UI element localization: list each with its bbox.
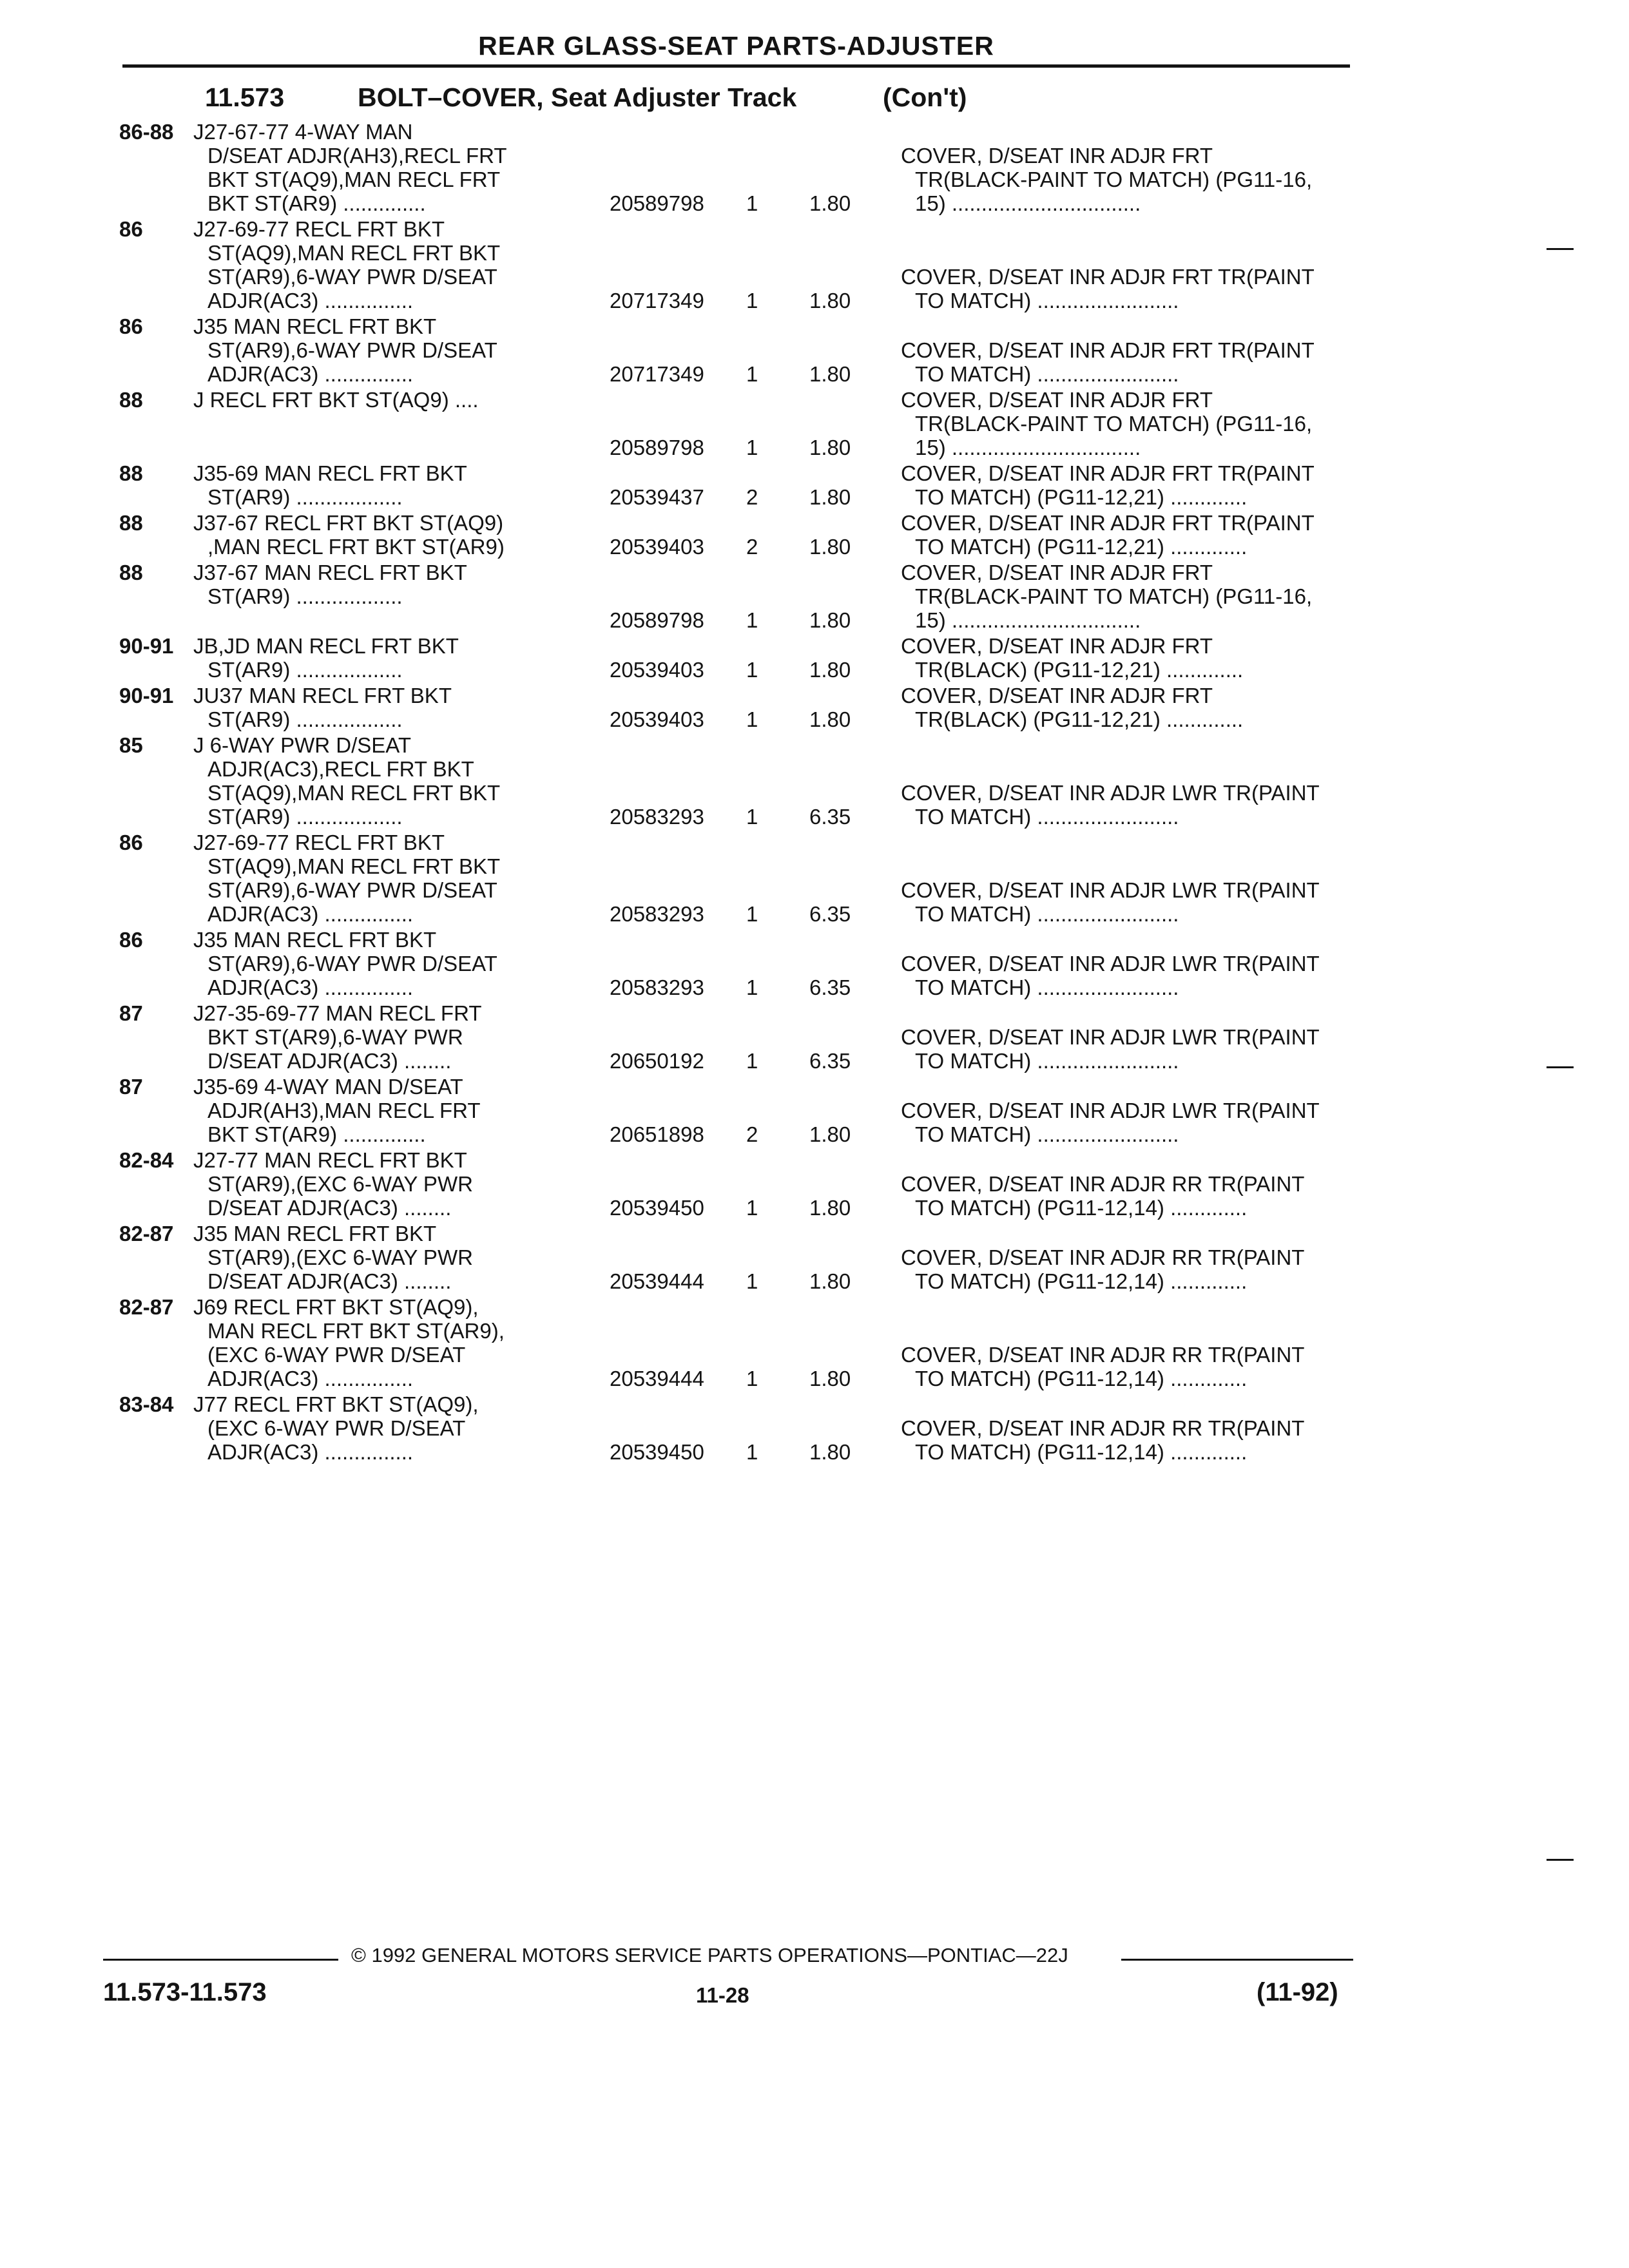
quantity: 1 [746, 289, 758, 312]
model-years: 90-91 [119, 684, 174, 707]
description-line: COVER, D/SEAT INR ADJR RR TR(PAINT [901, 1416, 1305, 1440]
application-description [193, 733, 606, 829]
application-description [193, 314, 606, 386]
list-item [0, 1001, 1629, 1073]
description-line: COVER, D/SEAT INR ADJR FRT [901, 634, 1213, 658]
part-number: 20539444 [610, 1367, 704, 1390]
part-description [901, 265, 1371, 312]
part-description [901, 388, 1371, 459]
quantity: 2 [746, 1122, 758, 1146]
model-years: 82-87 [119, 1295, 174, 1319]
quantity: 1 [746, 1269, 758, 1293]
application-line: ST(AR9) .................. [207, 707, 403, 731]
application-line: ADJR(AC3) ............... [207, 289, 414, 312]
footer-page-number: 11-28 [696, 1983, 749, 2007]
application-line: J27-35-69-77 MAN RECL FRT [193, 1001, 482, 1025]
application-line: J 6-WAY PWR D/SEAT [193, 733, 411, 757]
description-line: COVER, D/SEAT INR ADJR RR TR(PAINT [901, 1172, 1305, 1196]
application-line: ADJR(AC3) ............... [207, 362, 414, 386]
model-years: 85 [119, 733, 143, 757]
price: 1.80 [809, 535, 851, 559]
price: 6.35 [809, 805, 851, 829]
application-line: BKT ST(AR9) .............. [207, 191, 426, 215]
description-line: COVER, D/SEAT INR ADJR LWR TR(PAINT [901, 878, 1320, 902]
application-line: BKT ST(AQ9),MAN RECL FRT [207, 168, 501, 191]
application-line: JB,JD MAN RECL FRT BKT [193, 634, 459, 658]
page-title: REAR GLASS-SEAT PARTS-ADJUSTER [478, 31, 994, 61]
application-line: J27-69-77 RECL FRT BKT [193, 217, 445, 241]
list-item [0, 1295, 1629, 1390]
part-description [901, 952, 1371, 999]
description-line: COVER, D/SEAT INR ADJR RR TR(PAINT [901, 1245, 1305, 1269]
application-description [193, 1075, 606, 1146]
quantity: 1 [746, 608, 758, 632]
application-description [193, 461, 606, 509]
margin-mark [1547, 1066, 1574, 1068]
part-description [901, 1245, 1371, 1293]
model-years: 82-84 [119, 1148, 174, 1172]
part-number: 20539403 [610, 707, 704, 731]
part-number: 20583293 [610, 902, 704, 926]
price: 1.80 [809, 1440, 851, 1464]
quantity: 1 [746, 658, 758, 682]
application-line: (EXC 6-WAY PWR D/SEAT [207, 1343, 466, 1367]
quantity: 2 [746, 485, 758, 509]
model-years: 87 [119, 1001, 143, 1025]
section-number: 11.573 [205, 82, 285, 112]
application-line: (EXC 6-WAY PWR D/SEAT [207, 1416, 466, 1440]
quantity: 1 [746, 1367, 758, 1390]
part-number: 20539450 [610, 1196, 704, 1220]
description-line: TR(BLACK) (PG11-12,21) ............. [915, 658, 1244, 682]
quantity: 1 [746, 805, 758, 829]
part-number: 20539444 [610, 1269, 704, 1293]
model-years: 88 [119, 461, 143, 485]
application-line: J35 MAN RECL FRT BKT [193, 314, 437, 338]
part-description [901, 1172, 1371, 1220]
quantity: 1 [746, 436, 758, 459]
description-line: COVER, D/SEAT INR ADJR FRT [901, 561, 1213, 584]
description-line: TO MATCH) ........................ [915, 805, 1179, 829]
application-line: ST(AR9),(EXC 6-WAY PWR [207, 1245, 473, 1269]
part-description [901, 338, 1371, 386]
list-item [0, 684, 1629, 731]
application-description [193, 217, 606, 312]
list-item [0, 511, 1629, 559]
part-description [901, 461, 1371, 509]
description-line: TO MATCH) (PG11-12,14) ............. [915, 1367, 1248, 1390]
application-line: J RECL FRT BKT ST(AQ9) .... [193, 388, 479, 412]
part-description [901, 511, 1371, 559]
application-line: D/SEAT ADJR(AC3) ........ [207, 1196, 452, 1220]
application-description [193, 634, 606, 682]
description-line: COVER, D/SEAT INR ADJR FRT TR(PAINT [901, 511, 1315, 535]
description-line: COVER, D/SEAT INR ADJR FRT TR(PAINT [901, 461, 1315, 485]
model-years: 86-88 [119, 120, 174, 144]
quantity: 1 [746, 707, 758, 731]
model-years: 88 [119, 511, 143, 535]
application-line: J27-77 MAN RECL FRT BKT [193, 1148, 467, 1172]
parts-list [0, 120, 1629, 1466]
model-years: 87 [119, 1075, 143, 1099]
application-line: ST(AR9),6-WAY PWR D/SEAT [207, 265, 497, 289]
description-line: TO MATCH) (PG11-12,14) ............. [915, 1196, 1248, 1220]
list-item [0, 1075, 1629, 1146]
part-number: 20589798 [610, 608, 704, 632]
list-item [0, 388, 1629, 459]
footer-rule-left [103, 1959, 338, 1961]
application-line: JU37 MAN RECL FRT BKT [193, 684, 452, 707]
model-years: 88 [119, 388, 143, 412]
part-description [901, 1025, 1371, 1073]
footer-section-range: 11.573-11.573 [103, 1978, 267, 2006]
description-line: COVER, D/SEAT INR ADJR LWR TR(PAINT [901, 781, 1320, 805]
list-item [0, 1222, 1629, 1293]
description-line: COVER, D/SEAT INR ADJR FRT TR(PAINT [901, 338, 1315, 362]
part-number: 20583293 [610, 805, 704, 829]
application-description [193, 928, 606, 999]
description-line: TR(BLACK-PAINT TO MATCH) (PG11-16, [915, 168, 1313, 191]
copyright-notice: © 1992 GENERAL MOTORS SERVICE PARTS OPERATIONS—PONTIAC—22J [351, 1944, 1068, 1966]
description-line: COVER, D/SEAT INR ADJR FRT [901, 144, 1213, 168]
part-number: 20589798 [610, 191, 704, 215]
part-description [901, 634, 1371, 682]
price: 1.80 [809, 1196, 851, 1220]
price: 6.35 [809, 975, 851, 999]
description-line: TO MATCH) ........................ [915, 1049, 1179, 1073]
price: 1.80 [809, 191, 851, 215]
application-line: ST(AQ9),MAN RECL FRT BKT [207, 781, 501, 805]
part-description [901, 781, 1371, 829]
application-line: ST(AR9) .................. [207, 805, 403, 829]
application-line: ADJR(AC3),RECL FRT BKT [207, 757, 474, 781]
application-line: ST(AR9) .................. [207, 485, 403, 509]
list-item [0, 831, 1629, 926]
description-line: 15) ................................ [915, 608, 1141, 632]
price: 6.35 [809, 902, 851, 926]
part-number: 20539437 [610, 485, 704, 509]
list-item [0, 120, 1629, 215]
price: 6.35 [809, 1049, 851, 1073]
model-years: 86 [119, 217, 143, 241]
application-line: BKT ST(AR9) .............. [207, 1122, 426, 1146]
description-line: TO MATCH) (PG11-12,21) ............. [915, 535, 1248, 559]
application-description [193, 1222, 606, 1293]
description-line: TO MATCH) ........................ [915, 362, 1179, 386]
section-continued: (Con't) [883, 82, 967, 112]
list-item [0, 314, 1629, 386]
application-line: ST(AR9),6-WAY PWR D/SEAT [207, 878, 497, 902]
application-line: J35-69 4-WAY MAN D/SEAT [193, 1075, 463, 1099]
description-line: COVER, D/SEAT INR ADJR LWR TR(PAINT [901, 1025, 1320, 1049]
list-item [0, 928, 1629, 999]
list-item [0, 561, 1629, 632]
description-line: TO MATCH) (PG11-12,14) ............. [915, 1440, 1248, 1464]
quantity: 1 [746, 362, 758, 386]
description-line: TO MATCH) (PG11-12,14) ............. [915, 1269, 1248, 1293]
application-description [193, 561, 606, 632]
quantity: 2 [746, 535, 758, 559]
price: 1.80 [809, 1122, 851, 1146]
section-name: BOLT–COVER, Seat Adjuster Track [358, 82, 797, 112]
description-line: TR(BLACK-PAINT TO MATCH) (PG11-16, [915, 412, 1313, 436]
application-line: J27-69-77 RECL FRT BKT [193, 831, 445, 854]
description-line: TO MATCH) ........................ [915, 1122, 1179, 1146]
application-line: ADJR(AC3) ............... [207, 1440, 414, 1464]
description-line: COVER, D/SEAT INR ADJR FRT [901, 388, 1213, 412]
application-description [193, 1295, 606, 1390]
quantity: 1 [746, 1196, 758, 1220]
application-line: J37-67 RECL FRT BKT ST(AQ9) [193, 511, 504, 535]
part-description [901, 684, 1371, 731]
part-number: 20650192 [610, 1049, 704, 1073]
application-line: ST(AR9),(EXC 6-WAY PWR [207, 1172, 473, 1196]
application-line: D/SEAT ADJR(AC3) ........ [207, 1049, 452, 1073]
price: 1.80 [809, 707, 851, 731]
quantity: 1 [746, 1440, 758, 1464]
application-line: ,MAN RECL FRT BKT ST(AR9) [207, 535, 505, 559]
list-item [0, 461, 1629, 509]
application-line: ST(AR9) .................. [207, 584, 403, 608]
part-description [901, 144, 1371, 215]
part-number: 20717349 [610, 289, 704, 312]
list-item [0, 634, 1629, 682]
part-number: 20539403 [610, 535, 704, 559]
application-line: ST(AQ9),MAN RECL FRT BKT [207, 241, 501, 265]
description-line: 15) ................................ [915, 436, 1141, 459]
model-years: 82-87 [119, 1222, 174, 1245]
footer-date: (11-92) [1257, 1978, 1338, 2006]
application-description [193, 831, 606, 926]
application-line: J35-69 MAN RECL FRT BKT [193, 461, 467, 485]
part-description [901, 1416, 1371, 1464]
part-number: 20539403 [610, 658, 704, 682]
description-line: COVER, D/SEAT INR ADJR LWR TR(PAINT [901, 952, 1320, 975]
description-line: 15) ................................ [915, 191, 1141, 215]
application-line: ST(AR9),6-WAY PWR D/SEAT [207, 952, 497, 975]
part-description [901, 1343, 1371, 1390]
description-line: COVER, D/SEAT INR ADJR RR TR(PAINT [901, 1343, 1305, 1367]
price: 1.80 [809, 289, 851, 312]
price: 1.80 [809, 1269, 851, 1293]
application-line: ST(AR9),6-WAY PWR D/SEAT [207, 338, 497, 362]
application-line: J69 RECL FRT BKT ST(AQ9), [193, 1295, 479, 1319]
footer-rule-right [1121, 1959, 1353, 1961]
part-number: 20717349 [610, 362, 704, 386]
application-line: ADJR(AC3) ............... [207, 902, 414, 926]
part-number: 20539450 [610, 1440, 704, 1464]
application-description [193, 511, 606, 559]
margin-mark [1547, 1859, 1574, 1861]
part-description [901, 878, 1371, 926]
application-description [193, 1148, 606, 1220]
price: 1.80 [809, 436, 851, 459]
margin-mark [1547, 248, 1574, 250]
description-line: TO MATCH) ........................ [915, 289, 1179, 312]
application-line: BKT ST(AR9),6-WAY PWR [207, 1025, 463, 1049]
quantity: 1 [746, 1049, 758, 1073]
list-item [0, 1392, 1629, 1464]
description-line: TR(BLACK-PAINT TO MATCH) (PG11-16, [915, 584, 1313, 608]
model-years: 83-84 [119, 1392, 174, 1416]
application-line: J27-67-77 4-WAY MAN [193, 120, 413, 144]
description-line: TO MATCH) ........................ [915, 902, 1179, 926]
application-line: J37-67 MAN RECL FRT BKT [193, 561, 467, 584]
price: 1.80 [809, 485, 851, 509]
list-item [0, 1148, 1629, 1220]
part-number: 20589798 [610, 436, 704, 459]
application-line: D/SEAT ADJR(AC3) ........ [207, 1269, 452, 1293]
description-line: TO MATCH) (PG11-12,21) ............. [915, 485, 1248, 509]
application-description [193, 684, 606, 731]
model-years: 86 [119, 831, 143, 854]
part-description [901, 1099, 1371, 1146]
application-line: ST(AQ9),MAN RECL FRT BKT [207, 854, 501, 878]
application-description [193, 388, 606, 459]
header-rule [122, 64, 1350, 68]
application-line: J35 MAN RECL FRT BKT [193, 928, 437, 952]
quantity: 1 [746, 191, 758, 215]
price: 1.80 [809, 608, 851, 632]
application-line: ADJR(AC3) ............... [207, 975, 414, 999]
list-item [0, 733, 1629, 829]
description-line: COVER, D/SEAT INR ADJR FRT TR(PAINT [901, 265, 1315, 289]
description-line: COVER, D/SEAT INR ADJR LWR TR(PAINT [901, 1099, 1320, 1122]
application-line: MAN RECL FRT BKT ST(AR9), [207, 1319, 505, 1343]
price: 1.80 [809, 362, 851, 386]
model-years: 90-91 [119, 634, 174, 658]
description-line: TO MATCH) ........................ [915, 975, 1179, 999]
application-line: ADJR(AC3) ............... [207, 1367, 414, 1390]
application-description [193, 1392, 606, 1464]
application-line: D/SEAT ADJR(AH3),RECL FRT [207, 144, 507, 168]
model-years: 88 [119, 561, 143, 584]
quantity: 1 [746, 902, 758, 926]
part-description [901, 561, 1371, 632]
application-description [193, 1001, 606, 1073]
quantity: 1 [746, 975, 758, 999]
application-line: ST(AR9) .................. [207, 658, 403, 682]
model-years: 86 [119, 314, 143, 338]
application-description [193, 120, 606, 215]
model-years: 86 [119, 928, 143, 952]
part-number: 20583293 [610, 975, 704, 999]
application-line: J77 RECL FRT BKT ST(AQ9), [193, 1392, 479, 1416]
application-line: ADJR(AH3),MAN RECL FRT [207, 1099, 481, 1122]
price: 1.80 [809, 1367, 851, 1390]
application-line: J35 MAN RECL FRT BKT [193, 1222, 437, 1245]
description-line: TR(BLACK) (PG11-12,21) ............. [915, 707, 1244, 731]
part-number: 20651898 [610, 1122, 704, 1146]
price: 1.80 [809, 658, 851, 682]
list-item [0, 217, 1629, 312]
description-line: COVER, D/SEAT INR ADJR FRT [901, 684, 1213, 707]
